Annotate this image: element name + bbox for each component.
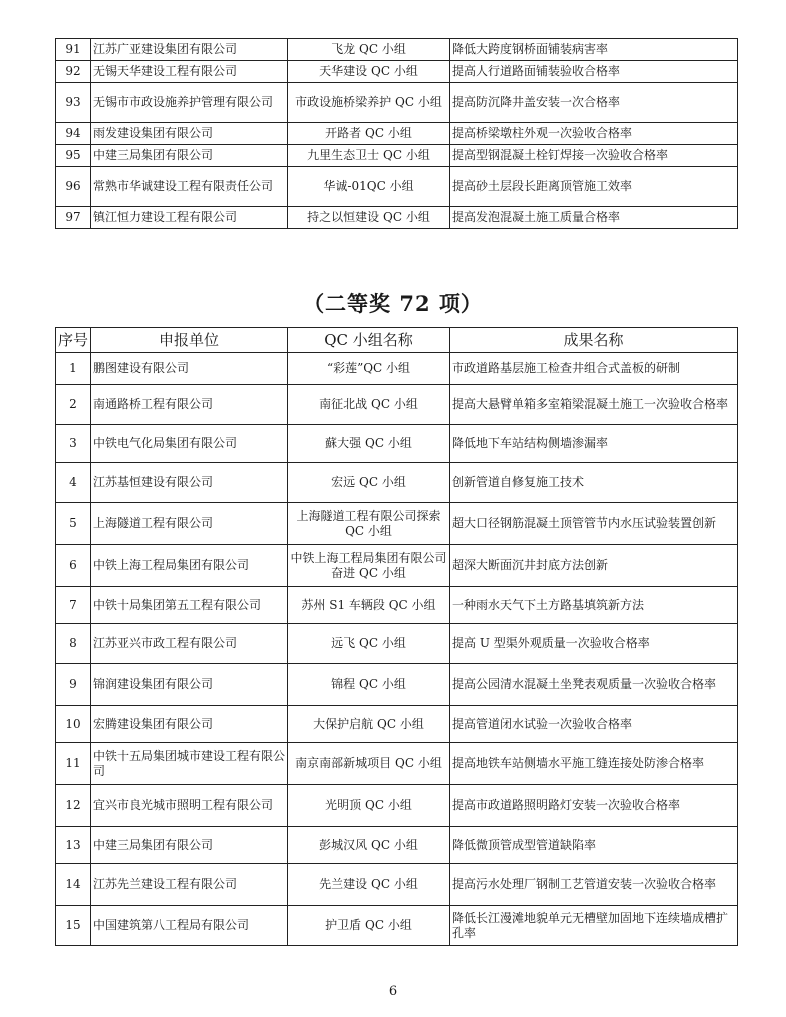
- table-row: [56, 425, 738, 463]
- row-team: 开路者 QC 小组: [288, 123, 450, 145]
- table-row: [56, 827, 738, 864]
- row-result: 超深大断面沉井封底方法创新: [450, 545, 738, 587]
- row-org: 江苏基恒建设有限公司: [91, 463, 288, 503]
- row-org: 镇江恒力建设工程有限公司: [91, 207, 288, 229]
- row-team: 远飞 QC 小组: [288, 624, 450, 664]
- row-org: 中建三局集团有限公司: [91, 145, 288, 167]
- row-number: 2: [56, 385, 91, 425]
- section-title: （二等奖 72 项）: [303, 291, 483, 316]
- table-row: [56, 906, 738, 946]
- row-result: 超大口径钢筋混凝土顶管管节内水压试验装置创新: [450, 503, 738, 545]
- row-number: 13: [56, 827, 91, 864]
- table-row: [56, 145, 738, 167]
- row-org: 中国建筑第八工程局有限公司: [91, 906, 288, 946]
- row-result: 市政道路基层施工检查井组合式盖板的研制: [450, 353, 738, 385]
- row-team: 先兰建设 QC 小组: [288, 864, 450, 906]
- table-row: [56, 587, 738, 624]
- row-number: 3: [56, 425, 91, 463]
- row-org: 中建三局集团有限公司: [91, 827, 288, 864]
- row-number: 97: [56, 207, 91, 229]
- row-org: 锦润建设集团有限公司: [91, 664, 288, 706]
- row-team: 宏远 QC 小组: [288, 463, 450, 503]
- row-org: 中铁上海工程局集团有限公司: [91, 545, 288, 587]
- table-row: [56, 864, 738, 906]
- header-no: 序号: [56, 328, 91, 353]
- row-result: 提高型钢混凝土栓钉焊接一次验收合格率: [450, 145, 738, 167]
- table-row: [56, 61, 738, 83]
- row-org: 中铁电气化局集团有限公司: [91, 425, 288, 463]
- row-team: 华诚-01QC 小组: [288, 167, 450, 207]
- table-row: [56, 123, 738, 145]
- row-number: 96: [56, 167, 91, 207]
- row-number: 95: [56, 145, 91, 167]
- row-result: 提高地铁车站侧墙水平施工缝连接处防渗合格率: [450, 743, 738, 785]
- row-team: 蘇大强 QC 小组: [288, 425, 450, 463]
- row-result: 提高公园清水混凝土坐凳表观质量一次验收合格率: [450, 664, 738, 706]
- row-result: 提高发泡混凝土施工质量合格率: [450, 207, 738, 229]
- row-org: 宜兴市良光城市照明工程有限公司: [91, 785, 288, 827]
- table-row: [56, 39, 738, 61]
- row-org: 宏腾建设集团有限公司: [91, 706, 288, 743]
- row-number: 1: [56, 353, 91, 385]
- row-result: 提高桥梁墩柱外观一次验收合格率: [450, 123, 738, 145]
- row-result: 降低地下车站结构侧墙渗漏率: [450, 425, 738, 463]
- row-number: 6: [56, 545, 91, 587]
- row-team: 南征北战 QC 小组: [288, 385, 450, 425]
- row-org: 常熟市华诚建设工程有限责任公司: [91, 167, 288, 207]
- row-team: 中铁上海工程局集团有限公司奋进 QC 小组: [288, 545, 450, 587]
- row-number: 4: [56, 463, 91, 503]
- row-team: 大保护启航 QC 小组: [288, 706, 450, 743]
- row-result: 一种雨水天气下土方路基填筑新方法: [450, 587, 738, 624]
- row-team: 彭城汉风 QC 小组: [288, 827, 450, 864]
- row-number: 93: [56, 83, 91, 123]
- row-number: 7: [56, 587, 91, 624]
- row-number: 10: [56, 706, 91, 743]
- row-result: 创新管道自修复施工技术: [450, 463, 738, 503]
- table-row: [56, 385, 738, 425]
- row-team: 南京南部新城项目 QC 小组: [288, 743, 450, 785]
- table-row: [56, 624, 738, 664]
- row-team: 天华建设 QC 小组: [288, 61, 450, 83]
- row-result: 降低微顶管成型管道缺陷率: [450, 827, 738, 864]
- table-row: [56, 83, 738, 123]
- row-org: 南通路桥工程有限公司: [91, 385, 288, 425]
- row-org: 江苏亚兴市政工程有限公司: [91, 624, 288, 664]
- table-row: [56, 545, 738, 587]
- header-org: 申报单位: [91, 328, 288, 353]
- table-row: [56, 743, 738, 785]
- row-result: 降低长江漫滩地貌单元无槽壁加固地下连续墙成槽扩孔率: [450, 906, 738, 946]
- row-number: 91: [56, 39, 91, 61]
- row-number: 15: [56, 906, 91, 946]
- row-result: 提高污水处理厂钢制工艺管道安装一次验收合格率: [450, 864, 738, 906]
- row-number: 12: [56, 785, 91, 827]
- table-row: [56, 207, 738, 229]
- row-team: 上海隧道工程有限公司探索 QC 小组: [288, 503, 450, 545]
- row-org: 鹏图建设有限公司: [91, 353, 288, 385]
- header-team: QC 小组名称: [288, 328, 450, 353]
- row-team: 市政设施桥梁养护 QC 小组: [288, 83, 450, 123]
- row-team: 光明顶 QC 小组: [288, 785, 450, 827]
- table-row: [56, 664, 738, 706]
- row-number: 92: [56, 61, 91, 83]
- table-row: [56, 353, 738, 385]
- row-team: “彩莲”QC 小组: [288, 353, 450, 385]
- row-org: 雨发建设集团有限公司: [91, 123, 288, 145]
- row-number: 94: [56, 123, 91, 145]
- row-team: 苏州 S1 车辆段 QC 小组: [288, 587, 450, 624]
- row-org: 中铁十局集团第五工程有限公司: [91, 587, 288, 624]
- row-org: 江苏先兰建设工程有限公司: [91, 864, 288, 906]
- page-number: 6: [388, 984, 398, 999]
- row-result: 提高砂土层段长距离顶管施工效率: [450, 167, 738, 207]
- row-org: 上海隧道工程有限公司: [91, 503, 288, 545]
- row-team: 锦程 QC 小组: [288, 664, 450, 706]
- row-number: 8: [56, 624, 91, 664]
- row-org: 江苏广亚建设集团有限公司: [91, 39, 288, 61]
- table-row: [56, 785, 738, 827]
- row-result: 提高市政道路照明路灯安装一次验收合格率: [450, 785, 738, 827]
- row-result: 提高人行道路面铺装验收合格率: [450, 61, 738, 83]
- table-row: [56, 167, 738, 207]
- table-row: [56, 503, 738, 545]
- table-row: [56, 463, 738, 503]
- table-header-row: [56, 328, 738, 353]
- award-table-continued: [55, 38, 738, 229]
- row-result: 提高大悬臂单箱多室箱梁混凝土施工一次验收合格率: [450, 385, 738, 425]
- header-result: 成果名称: [450, 328, 738, 353]
- row-result: 降低大跨度钢桥面铺装病害率: [450, 39, 738, 61]
- row-org: 无锡天华建设工程有限公司: [91, 61, 288, 83]
- row-result: 提高管道闭水试验一次验收合格率: [450, 706, 738, 743]
- row-number: 5: [56, 503, 91, 545]
- row-number: 14: [56, 864, 91, 906]
- row-team: 飞龙 QC 小组: [288, 39, 450, 61]
- row-result: 提高防沉降井盖安装一次合格率: [450, 83, 738, 123]
- row-team: 九里生态卫士 QC 小组: [288, 145, 450, 167]
- row-number: 9: [56, 664, 91, 706]
- row-team: 持之以恒建设 QC 小组: [288, 207, 450, 229]
- row-result: 提高 U 型渠外观质量一次验收合格率: [450, 624, 738, 664]
- table-row: [56, 706, 738, 743]
- row-number: 11: [56, 743, 91, 785]
- row-team: 护卫盾 QC 小组: [288, 906, 450, 946]
- row-org: 无锡市市政设施养护管理有限公司: [91, 83, 288, 123]
- row-org: 中铁十五局集团城市建设工程有限公司: [91, 743, 288, 785]
- second-prize-table: [55, 327, 738, 946]
